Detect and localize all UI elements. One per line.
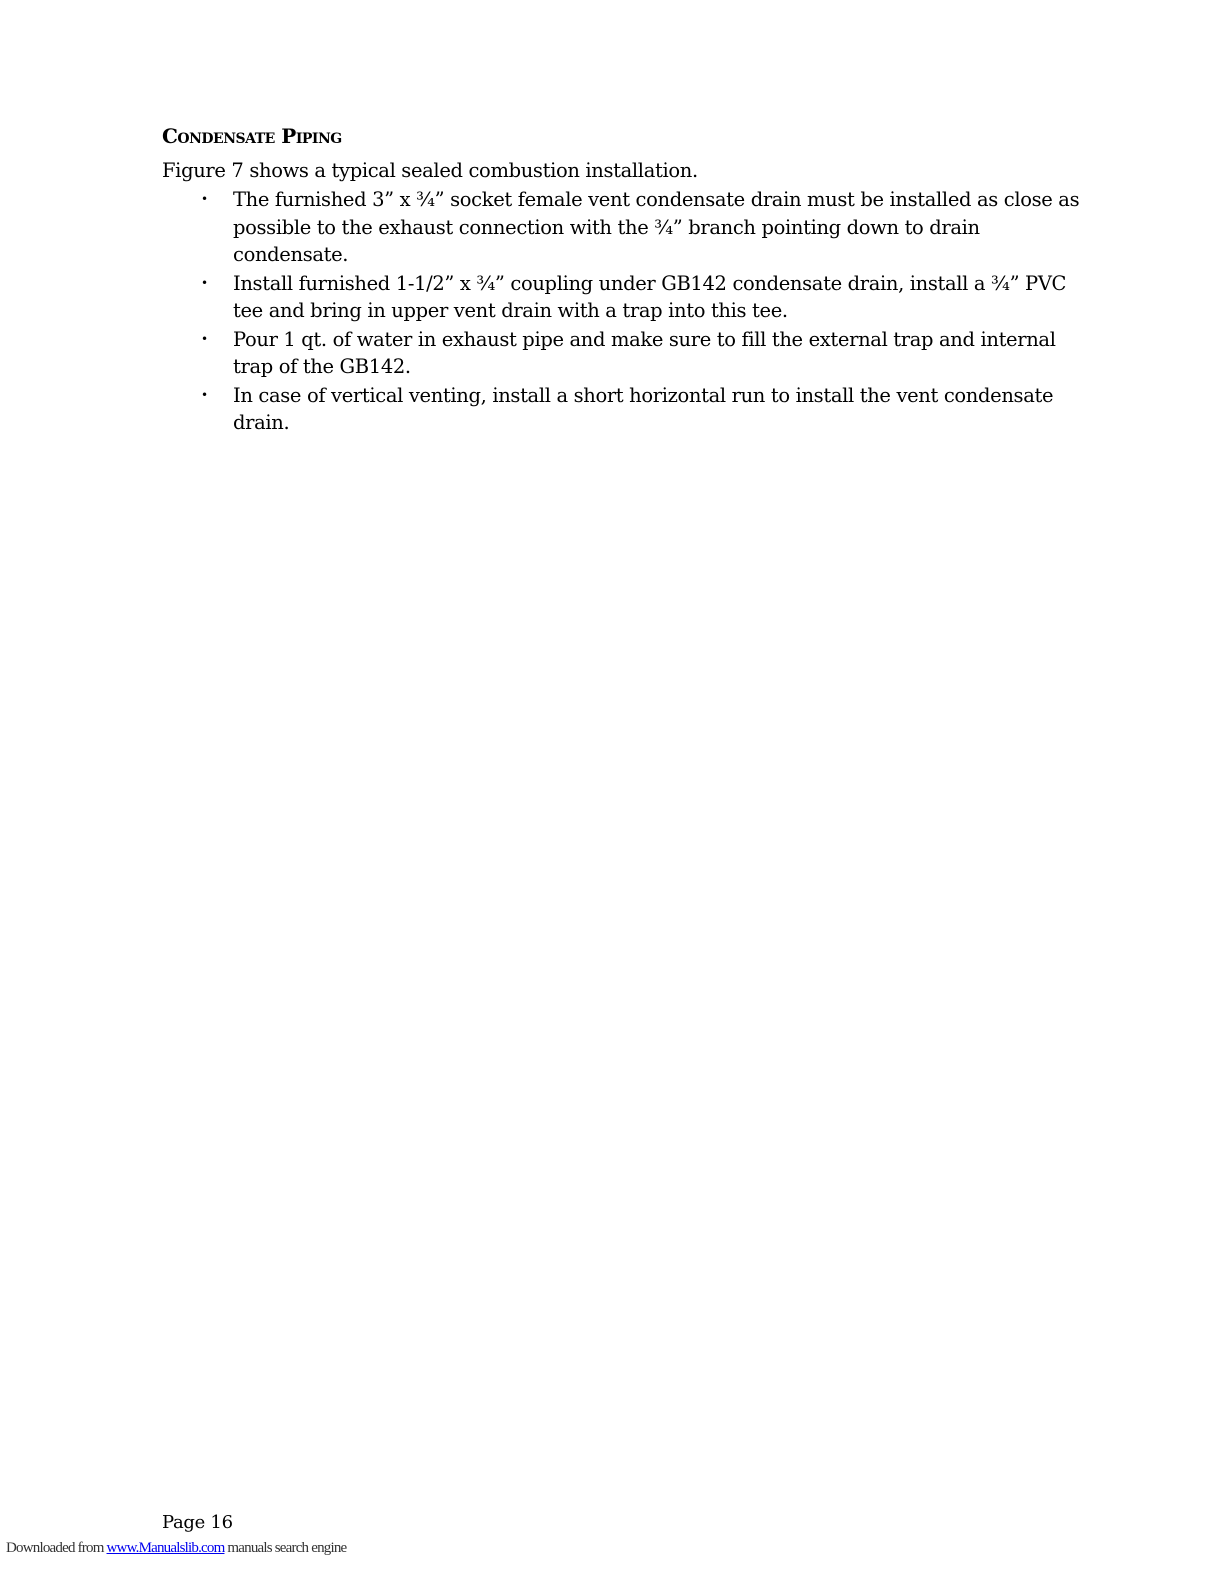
download-footer [6, 1540, 346, 1557]
list-item [197, 326, 1097, 381]
page-number: Page 16 [162, 1512, 233, 1533]
list-item [197, 382, 1097, 437]
section-heading: Condensate Piping [162, 124, 342, 148]
bullet-list [197, 186, 1097, 438]
bullet-icon: • [201, 331, 208, 346]
bullet-text: The furnished 3” x ¾” socket female vent condensate drain must be installed as close as possible to the exhaust connection with the ¾” branch pointing down to drain condensate. [233, 188, 1080, 266]
list-item [197, 270, 1097, 325]
list-item [197, 186, 1097, 269]
bullet-icon: • [201, 387, 208, 402]
bullet-text: In case of vertical venting, install a short horizontal run to install the vent condensate drain. [233, 383, 1054, 434]
footer-prefix: Downloaded from [6, 1540, 107, 1556]
manualslib-link[interactable]: www.Manualslib.com [106, 1540, 225, 1556]
footer-suffix: manuals search engine [224, 1540, 347, 1556]
bullet-text: Pour 1 qt. of water in exhaust pipe and make sure to fill the external trap and internal trap of the GB142. [233, 327, 1056, 378]
bullet-icon: • [201, 192, 208, 206]
bullet-icon: • [201, 275, 208, 290]
intro-paragraph: Figure 7 shows a typical sealed combustion installation. [162, 159, 698, 182]
bullet-text: Install furnished 1-1/2” x ¾” coupling under GB142 condensate drain, install a ¾” PVC tee and bring in upper vent drain with a trap into this tee. [233, 271, 1067, 322]
